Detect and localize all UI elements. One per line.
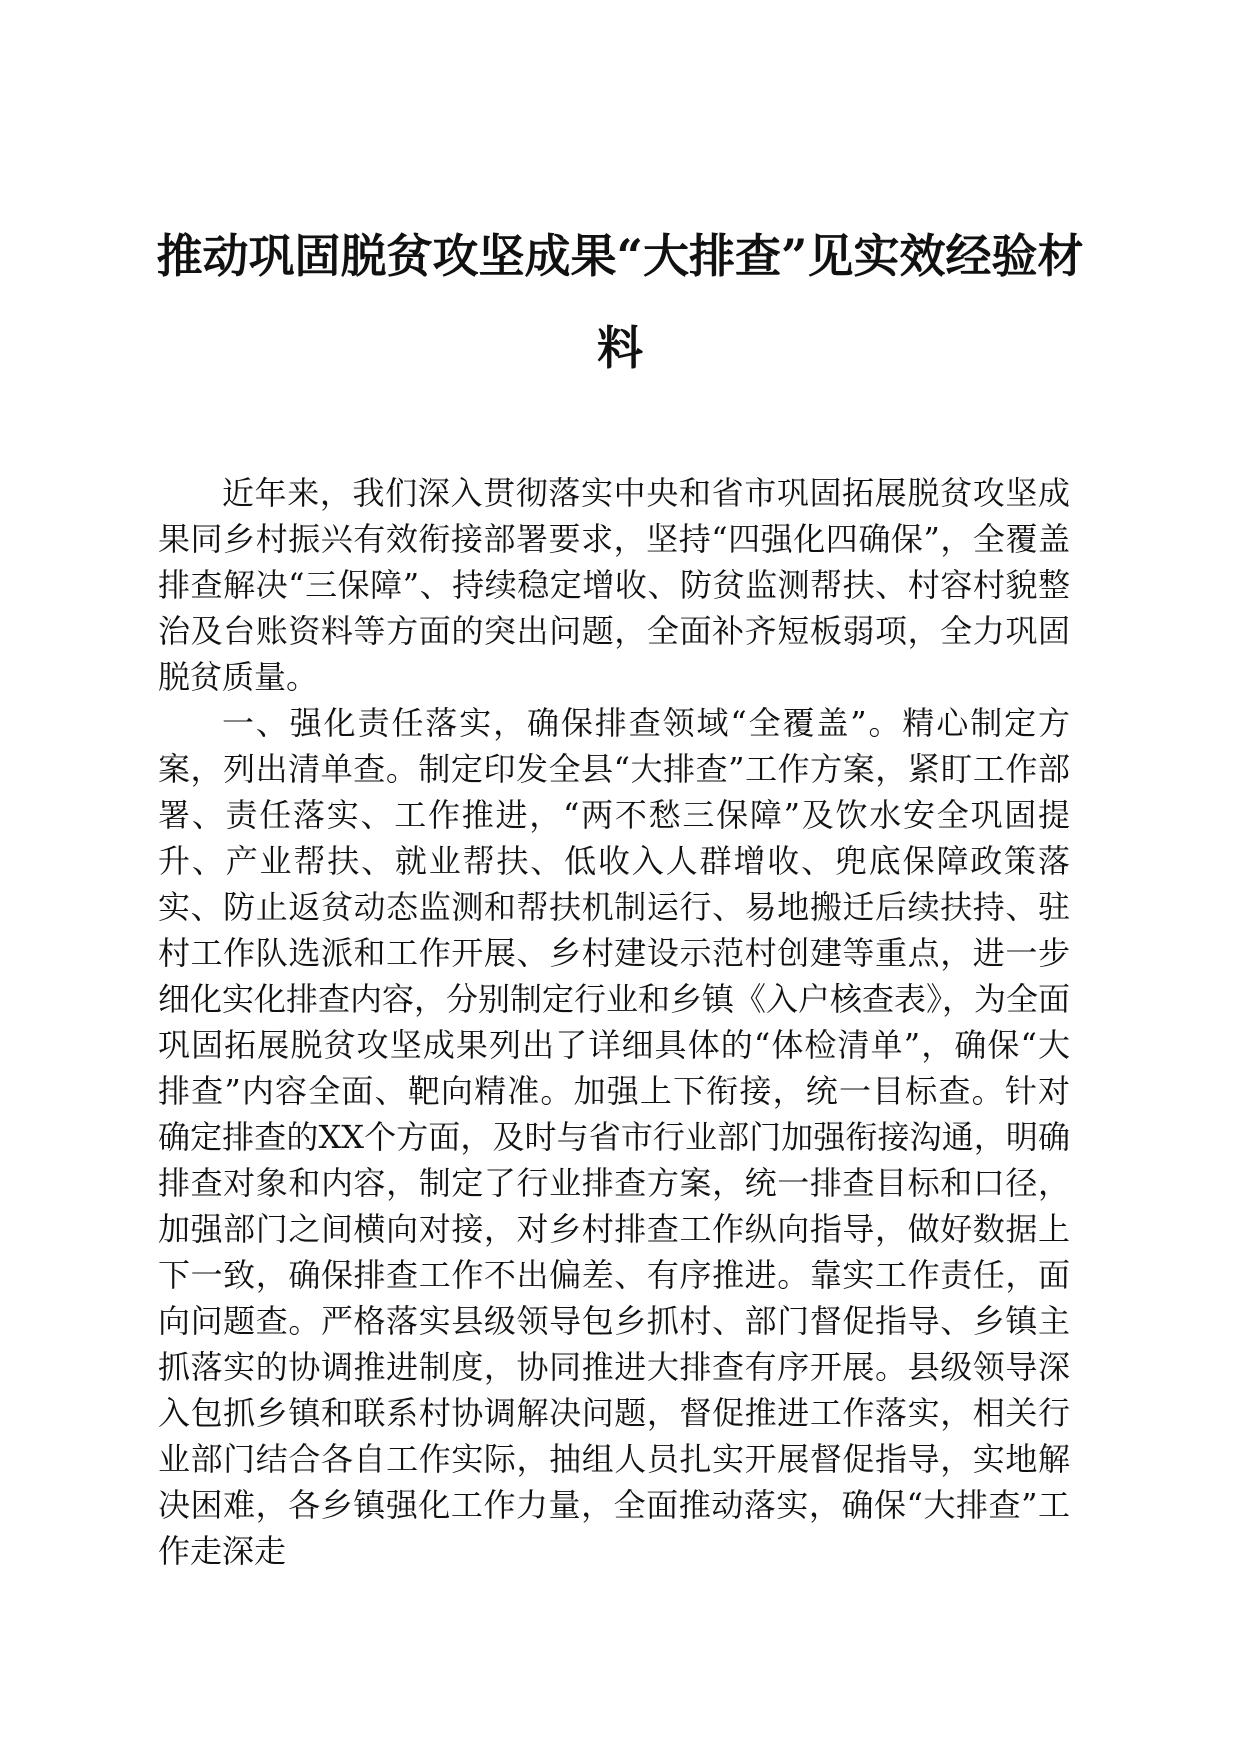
paragraph-section-one: 一、强化责任落实，确保排查领域“全覆盖”。精心制定方案，列出清单查。制定印发全县“大排查”工作方案，紧盯工作部署、责任落实、工作推进，“两不愁三保障”及饮水安全巩固提升、产业帮扶、就业帮扶、低收入人群增收、兜底保障政策落实、防止返贫动态监测和帮扶机制运行、易地搬迁后续扶持、驻村工作队选派和工作开展、乡村建设示范村创建等重点，进一步细化实化排查内容，分别制定行业和乡镇《入户核查表》，为全面巩固拓展脱贫攻坚成果列出了详细具体的“体检清单”，确保“大排查”内容全面、靶向精准。加强上下衔接，统一目标查。针对确定排查的XX个方面，及时与省市行业部门加强衔接沟通，明确排查对象和内容，制定了行业排查方案，统一排查目标和口径，加强部门之间横向对接，对乡村排查工作纵向指导，做好数据上下一致，确保排查工作不出偏差、有序推进。靠实工作责任，面向问题查。严格落实县级领导包乡抓村、部门督促指导、乡镇主抓落实的协调推进制度，协同推进大排查有序开展。县级领导深入包抓乡镇和联系村协调解决问题，督促推进工作落实，相关行业部门结合各自工作实际，抽组人员扎实开展督促指导，实地解决困难，各乡镇强化工作力量，全面推动落实，确保“大排查”工作走深走 bbox=[158, 704, 1071, 1570]
document-title: 推动巩固脱贫攻坚成果“大排查”见实效经验材料 bbox=[156, 229, 1084, 375]
document-body bbox=[158, 470, 1070, 1574]
paragraph-intro: 近年来，我们深入贯彻落实中央和省市巩固拓展脱贫攻坚成果同乡村振兴有效衔接部署要求，坚持“四强化四确保”，全覆盖排查解决“三保障”、持续稳定增收、防贫监测帮扶、村容村貌整治及台账资料等方面的突出问题，全面补齐短板弱项，全力巩固脱贫质量。 bbox=[158, 474, 1070, 696]
